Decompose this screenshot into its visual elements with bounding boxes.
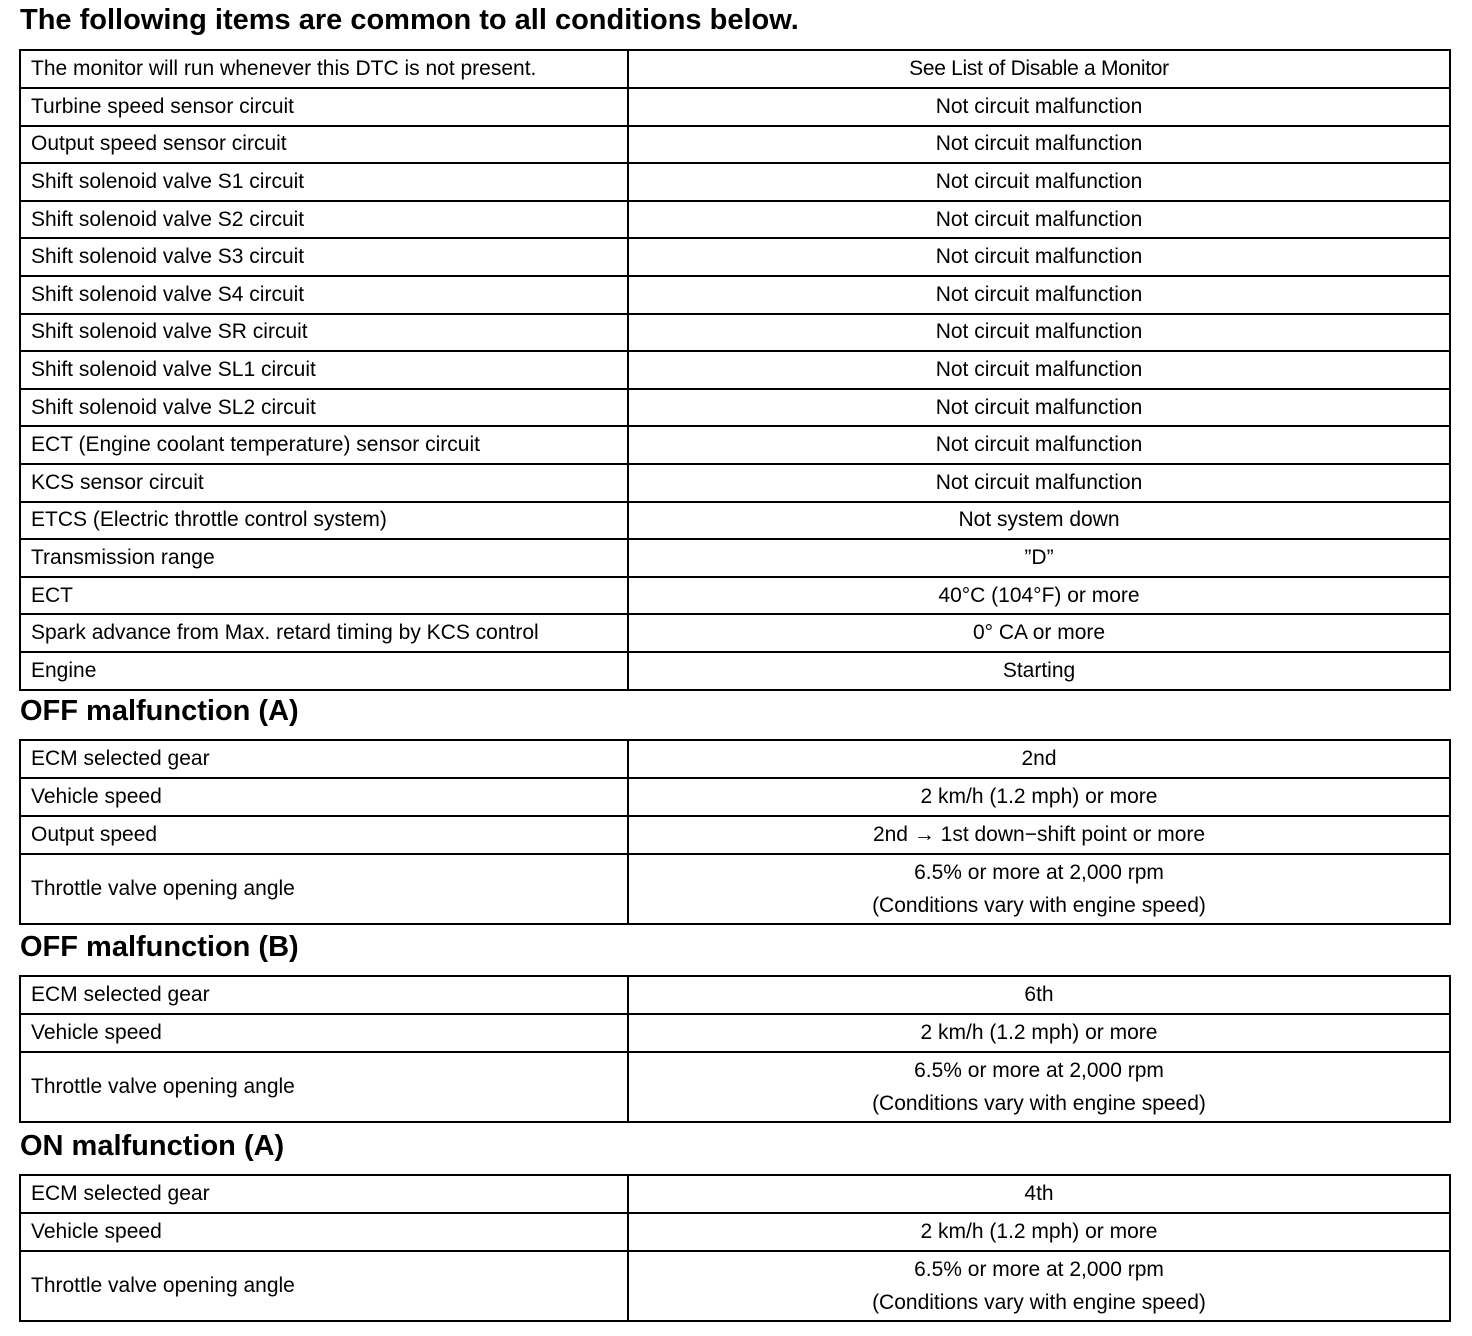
condition-value: 2 km/h (1.2 mph) or more: [628, 1213, 1450, 1251]
table-row: [20, 1014, 1450, 1052]
condition-label: Vehicle speed: [20, 1014, 628, 1052]
table-row: [20, 1052, 1450, 1122]
condition-value: Not circuit malfunction: [628, 276, 1450, 314]
common-heading: The following items are common to all conditions below.: [20, 4, 799, 36]
table-row: [20, 502, 1450, 540]
condition-value: Not circuit malfunction: [628, 163, 1450, 201]
condition-label: Throttle valve opening angle: [20, 1251, 628, 1321]
condition-value: ”D”: [628, 539, 1450, 577]
condition-value-line: 6.5% or more at 2,000 rpm: [914, 1058, 1164, 1082]
condition-value: 6th: [628, 976, 1450, 1014]
condition-value: [628, 854, 1450, 924]
condition-label: ETCS (Electric throttle control system): [20, 502, 628, 540]
condition-value: 2nd: [628, 740, 1450, 778]
condition-label: Turbine speed sensor circuit: [20, 88, 628, 126]
condition-value: 40°C (104°F) or more: [628, 577, 1450, 615]
condition-value: Not circuit malfunction: [628, 201, 1450, 239]
condition-value: See List of Disable a Monitor: [628, 50, 1450, 88]
condition-value-line: 6.5% or more at 2,000 rpm: [914, 1257, 1164, 1281]
condition-label: Transmission range: [20, 539, 628, 577]
condition-label: Shift solenoid valve S1 circuit: [20, 163, 628, 201]
table-row: [20, 238, 1450, 276]
condition-label: Vehicle speed: [20, 1213, 628, 1251]
table-row: [20, 577, 1450, 615]
table-row: [20, 854, 1450, 924]
condition-label: Shift solenoid valve S3 circuit: [20, 238, 628, 276]
condition-label: Vehicle speed: [20, 778, 628, 816]
condition-label: Shift solenoid valve SL2 circuit: [20, 389, 628, 427]
condition-label: ECT (Engine coolant temperature) sensor circuit: [20, 426, 628, 464]
table-row: [20, 464, 1450, 502]
table-row: [20, 126, 1450, 164]
condition-label: Engine: [20, 652, 628, 690]
condition-value: 2 km/h (1.2 mph) or more: [628, 1014, 1450, 1052]
table-row: [20, 1175, 1450, 1213]
condition-value: 2 km/h (1.2 mph) or more: [628, 778, 1450, 816]
condition-label: Throttle valve opening angle: [20, 1052, 628, 1122]
condition-label: Output speed: [20, 816, 628, 854]
on-malfunction-a-heading: ON malfunction (A): [20, 1130, 285, 1162]
table-row: [20, 778, 1450, 816]
condition-value: Not circuit malfunction: [628, 314, 1450, 352]
condition-value-note: (Conditions vary with engine speed): [872, 1290, 1206, 1314]
table-row: [20, 1251, 1450, 1321]
condition-label: ECT: [20, 577, 628, 615]
condition-value: Not circuit malfunction: [628, 126, 1450, 164]
condition-label: KCS sensor circuit: [20, 464, 628, 502]
off-malfunction-b-table: [19, 975, 1451, 1123]
off-malfunction-a-heading: OFF malfunction (A): [20, 695, 299, 727]
condition-value: Not circuit malfunction: [628, 426, 1450, 464]
condition-value: 4th: [628, 1175, 1450, 1213]
table-row: [20, 426, 1450, 464]
table-row: [20, 652, 1450, 690]
common-conditions-table: [19, 49, 1451, 691]
off-malfunction-b-heading: OFF malfunction (B): [20, 931, 299, 963]
table-row: [20, 163, 1450, 201]
condition-label: Shift solenoid valve S2 circuit: [20, 201, 628, 239]
condition-label: ECM selected gear: [20, 1175, 628, 1213]
condition-label: Shift solenoid valve SL1 circuit: [20, 351, 628, 389]
condition-value: [628, 1251, 1450, 1321]
condition-value: Not circuit malfunction: [628, 389, 1450, 427]
table-row: [20, 740, 1450, 778]
table-row: [20, 539, 1450, 577]
table-row: [20, 389, 1450, 427]
condition-value: [628, 1052, 1450, 1122]
condition-label: The monitor will run whenever this DTC is not present.: [20, 50, 628, 88]
table-row: [20, 276, 1450, 314]
condition-label: Output speed sensor circuit: [20, 126, 628, 164]
table-row: [20, 201, 1450, 239]
table-row: [20, 976, 1450, 1014]
condition-label: ECM selected gear: [20, 740, 628, 778]
condition-label: Shift solenoid valve SR circuit: [20, 314, 628, 352]
condition-value: Not system down: [628, 502, 1450, 540]
on-malfunction-a-table: [19, 1174, 1451, 1322]
table-row: [20, 816, 1450, 854]
condition-label: Shift solenoid valve S4 circuit: [20, 276, 628, 314]
condition-value-note: (Conditions vary with engine speed): [872, 893, 1206, 917]
condition-value: 2nd → 1st down−shift point or more: [628, 816, 1450, 854]
table-row: [20, 314, 1450, 352]
condition-label: Spark advance from Max. retard timing by KCS control: [20, 614, 628, 652]
condition-value-note: (Conditions vary with engine speed): [872, 1091, 1206, 1115]
condition-label: Throttle valve opening angle: [20, 854, 628, 924]
condition-value: Not circuit malfunction: [628, 464, 1450, 502]
table-row: [20, 614, 1450, 652]
condition-value: 0° CA or more: [628, 614, 1450, 652]
condition-value-line: 6.5% or more at 2,000 rpm: [914, 860, 1164, 884]
condition-label: ECM selected gear: [20, 976, 628, 1014]
table-row: [20, 50, 1450, 88]
condition-value: Not circuit malfunction: [628, 88, 1450, 126]
condition-value: Starting: [628, 652, 1450, 690]
condition-value: Not circuit malfunction: [628, 238, 1450, 276]
table-row: [20, 351, 1450, 389]
off-malfunction-a-table: [19, 739, 1451, 925]
table-row: [20, 1213, 1450, 1251]
condition-value: Not circuit malfunction: [628, 351, 1450, 389]
table-row: [20, 88, 1450, 126]
